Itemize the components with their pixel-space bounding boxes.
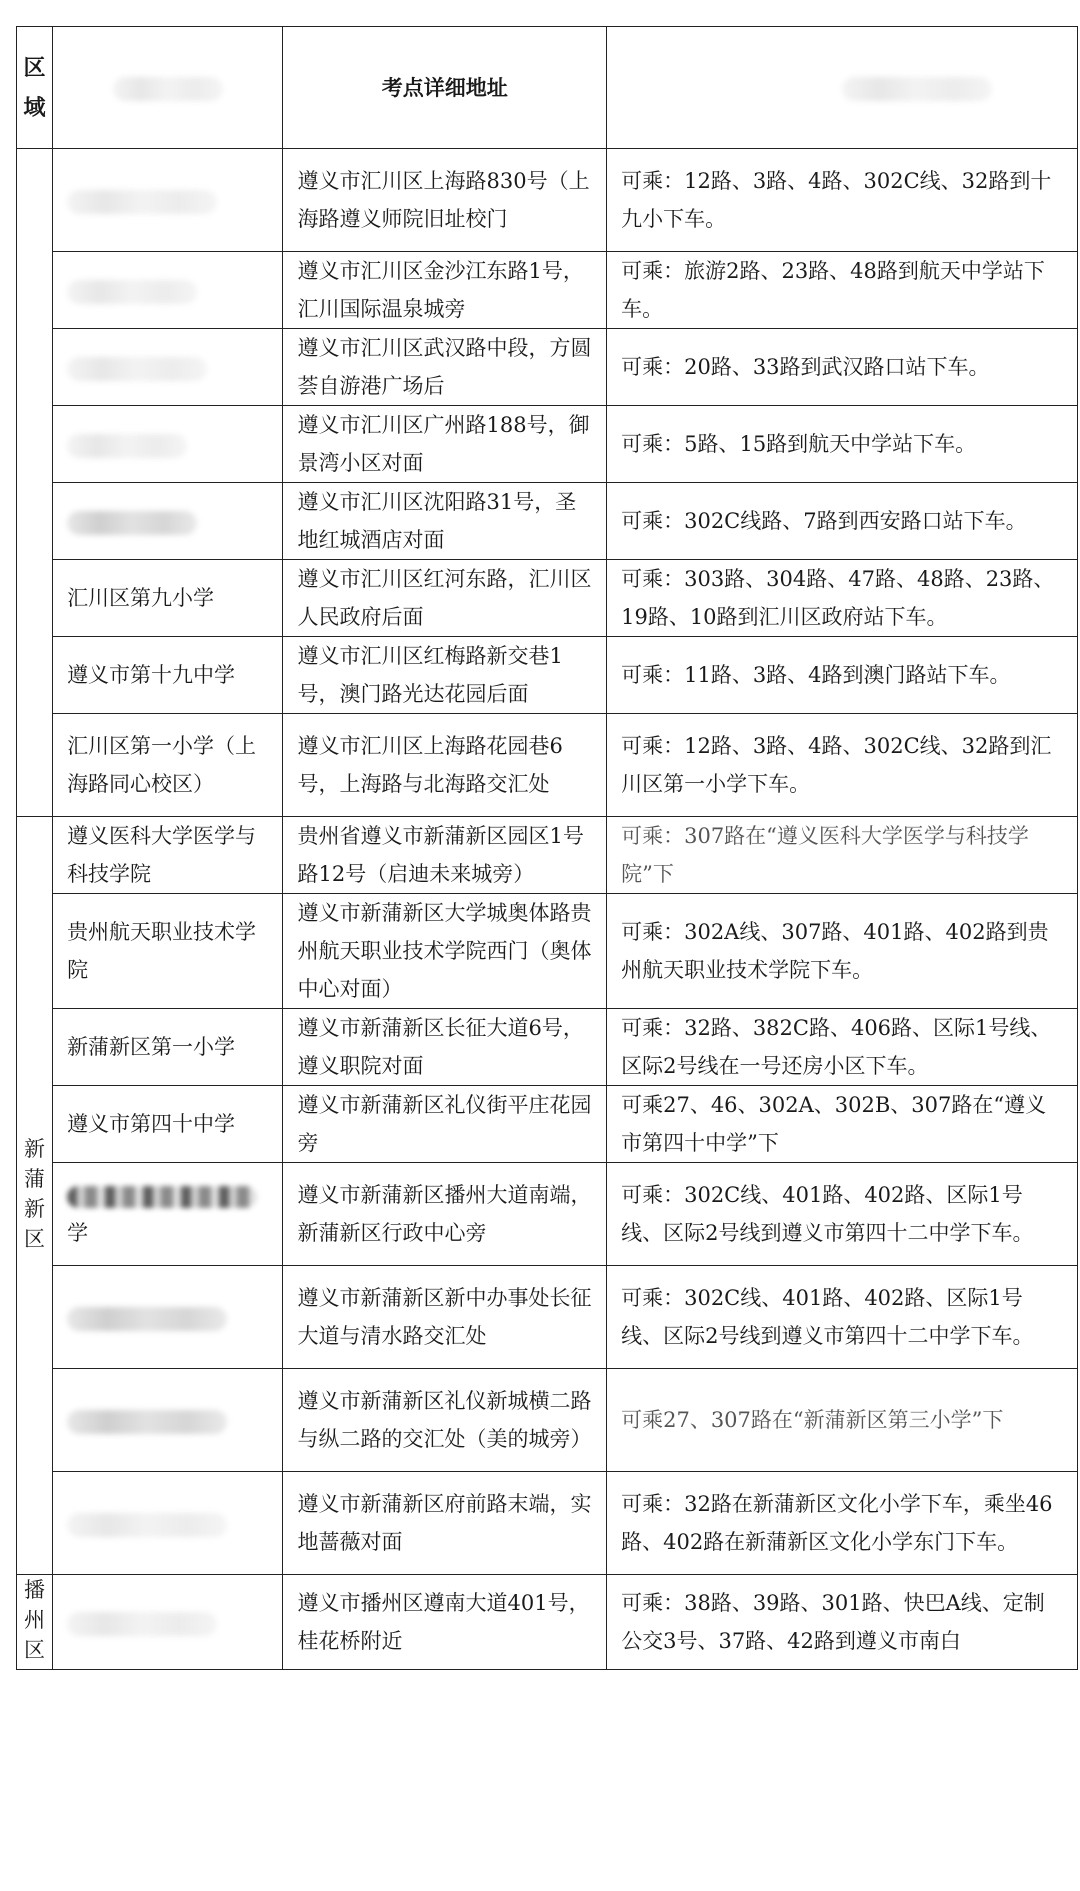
site-name-cell [53,1266,283,1369]
table-row [17,817,1078,894]
transit-cell: 可乘27、307路在“新蒲新区第三小学”下 [607,1369,1078,1472]
address-cell: 遵义市汇川区沈阳路31号，圣地红城酒店对面 [283,483,607,560]
transit-cell: 可乘：12路、3路、4路、302C线、32路到十九小下车。 [607,149,1078,252]
site-name-cell [53,252,283,329]
address-cell: 遵义市汇川区红河东路，汇川区人民政府后面 [283,560,607,637]
transit-cell: 可乘27、46、302A、302B、307路在“遵义市第四十中学”下 [607,1086,1078,1163]
transit-cell: 可乘：303路、304路、47路、48路、23路、19路、10路到汇川区政府站下车。 [607,560,1078,637]
address-cell: 遵义市汇川区金沙江东路1号，汇川国际温泉城旁 [283,252,607,329]
site-name-cell: 遵义市第十九中学 [53,637,283,714]
address-cell: 遵义市新蒲新区长征大道6号，遵义职院对面 [283,1009,607,1086]
table-header-row [17,27,1078,149]
header-region: 区域 [17,27,53,149]
site-name-cell [53,483,283,560]
transit-cell: 可乘：302C线路、7路到西安路口站下车。 [607,483,1078,560]
transit-cell: 可乘：302C线、401路、402路、区际1号线、区际2号线到遵义市第四十二中学下车。 [607,1266,1078,1369]
address-cell: 遵义市汇川区上海路830号（上海路遵义师院旧址校门 [283,149,607,252]
site-name-cell [53,406,283,483]
table-row [17,1472,1078,1575]
table-row [17,252,1078,329]
site-name-cell: 新蒲新区第一小学 [53,1009,283,1086]
site-name-cell: 汇川区第一小学（上海路同心校区） [53,714,283,817]
table-row [17,894,1078,1009]
site-name-cell: 汇川区第九小学 [53,560,283,637]
region-cell-bozhou: 播州区 [17,1575,53,1670]
address-cell: 遵义市新蒲新区礼仪街平庄花园旁 [283,1086,607,1163]
transit-cell: 可乘：32路在新蒲新区文化小学下车，乘坐46路、402路在新蒲新区文化小学东门下车。 [607,1472,1078,1575]
transit-cell: 可乘：12路、3路、4路、302C线、32路到汇川区第一小学下车。 [607,714,1078,817]
transit-cell: 可乘：旅游2路、23路、48路到航天中学站下车。 [607,252,1078,329]
address-cell: 遵义市新蒲新区府前路末端，实地蔷薇对面 [283,1472,607,1575]
header-site-name-blurred [53,27,283,149]
address-cell: 遵义市新蒲新区大学城奥体路贵州航天职业技术学院西门（奥体中心对面） [283,894,607,1009]
site-name-cell [53,1472,283,1575]
site-name-cell [53,1369,283,1472]
table-row [17,1575,1078,1670]
address-cell: 遵义市新蒲新区新中办事处长征大道与清水路交汇处 [283,1266,607,1369]
table-row [17,560,1078,637]
table-row [17,406,1078,483]
site-name-cell [53,1575,283,1670]
address-cell: 遵义市汇川区武汉路中段，方圆荟自游港广场后 [283,329,607,406]
table-row [17,1009,1078,1086]
address-cell: 遵义市汇川区红梅路新交巷1号，澳门路光达花园后面 [283,637,607,714]
table-row [17,1266,1078,1369]
site-name-cell [53,149,283,252]
site-name-cell [53,329,283,406]
region-cell-huichuan [17,149,53,817]
site-name-cell: 遵义市第四十中学 [53,1086,283,1163]
transit-cell: 可乘：38路、39路、301路、快巴A线、定制公交3号、37路、42路到遵义市南白 [607,1575,1078,1670]
table-row [17,714,1078,817]
exam-site-table-sheet [16,26,1078,1670]
table-row [17,329,1078,406]
site-name-cell: 遵义医科大学医学与科技学院 [53,817,283,894]
address-cell: 遵义市汇川区广州路188号，御景湾小区对面 [283,406,607,483]
region-cell-xinpu: 新蒲新区 [17,817,53,1575]
table-row [17,1369,1078,1472]
transit-cell: 可乘：20路、33路到武汉路口站下车。 [607,329,1078,406]
transit-cell: 可乘：32路、382C路、406路、区际1号线、区际2号线在一号还房小区下车。 [607,1009,1078,1086]
transit-cell: 可乘：11路、3路、4路到澳门路站下车。 [607,637,1078,714]
table-row [17,1163,1078,1266]
site-name-cell: 学 [53,1163,283,1266]
transit-cell: 可乘：5路、15路到航天中学站下车。 [607,406,1078,483]
table-row [17,483,1078,560]
transit-cell: 可乘：307路在“遵义医科大学医学与科技学院”下 [607,817,1078,894]
header-transit-blurred [607,27,1078,149]
site-name-cell: 贵州航天职业技术学院 [53,894,283,1009]
address-cell: 遵义市汇川区上海路花园巷6号，上海路与北海路交汇处 [283,714,607,817]
table-row [17,149,1078,252]
header-address: 考点详细地址 [283,27,607,149]
transit-cell: 可乘：302A线、307路、401路、402路到贵州航天职业技术学院下车。 [607,894,1078,1009]
address-cell: 贵州省遵义市新蒲新区园区1号路12号（启迪未来城旁） [283,817,607,894]
address-cell: 遵义市新蒲新区播州大道南端，新蒲新区行政中心旁 [283,1163,607,1266]
table-row [17,1086,1078,1163]
table-row [17,637,1078,714]
address-cell: 遵义市新蒲新区礼仪新城横二路与纵二路的交汇处（美的城旁） [283,1369,607,1472]
exam-site-table [16,26,1078,1670]
address-cell: 遵义市播州区遵南大道401号，桂花桥附近 [283,1575,607,1670]
transit-cell: 可乘：302C线、401路、402路、区际1号线、区际2号线到遵义市第四十二中学下车。 [607,1163,1078,1266]
